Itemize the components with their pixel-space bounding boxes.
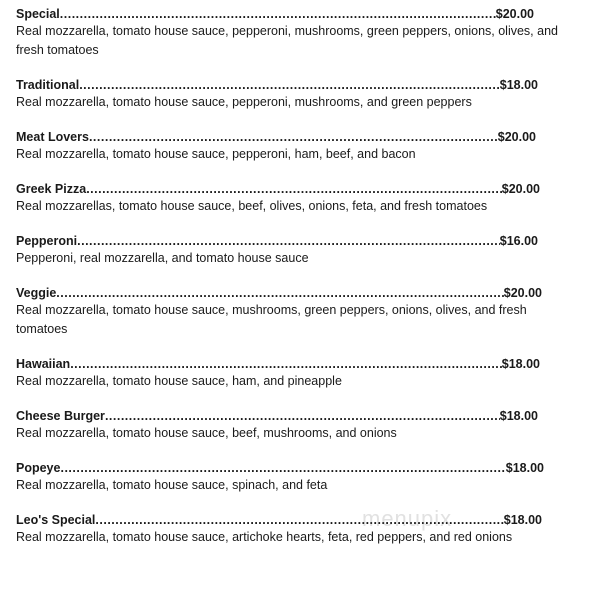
menu-item-name: Cheese Burger [16,409,105,423]
menu-item-description: Real mozzarella, tomato house sauce, pepperoni, ham, beef, and bacon [16,147,416,161]
menu-item-cheese-burger [16,408,576,443]
menu-item-title-line [16,77,538,93]
dot-leader [86,181,502,197]
menu-item-name: Traditional [16,78,80,92]
menu-item-meat-lovers [16,129,576,164]
menu-item-name: Special [16,7,60,21]
menu-item-description: Real mozzarella, tomato house sauce, artichoke hearts, feta, red peppers, and red onions [16,530,513,544]
menu-item-description: Real mozzarella, tomato house sauce, beef, mushrooms, and onions [16,426,397,440]
menu-item-title-line [16,460,544,476]
menu-item-veggie [16,285,576,339]
menu-item-name: Leo's Special [16,513,96,527]
menu-item-name: Greek Pizza [16,182,87,196]
menu-item-pepperoni [16,233,576,268]
menu-item-description: Real mozzarella, tomato house sauce, spinach, and feta [16,478,328,492]
menu-item-title-line [16,285,542,301]
menu-item-price: $18.00 [505,461,544,475]
dot-leader [56,285,503,301]
menu-item-price: $18.00 [501,357,540,371]
menu-item-name: Veggie [16,286,57,300]
menu-item-description: Real mozzarellas, tomato house sauce, beef, olives, onions, feta, and fresh tomatoes [16,199,488,213]
menu-item-title-line [16,6,534,22]
menu-item-description: Real mozzarella, tomato house sauce, mushrooms, green peppers, onions, olives, and fresh tomatoes [16,303,527,336]
menu-item-description: Real mozzarella, tomato house sauce, pepperoni, mushrooms, and green peppers [16,95,472,109]
pizza-menu-list [16,6,576,564]
menu-item-price: $20.00 [501,182,540,196]
menu-item-leos-special [16,512,576,547]
menu-item-traditional [16,77,576,112]
dot-leader [89,129,498,145]
menu-item-name: Popeye [16,461,61,475]
dot-leader [105,408,500,424]
menu-item-popeye [16,460,576,495]
menu-item-price: $20.00 [503,286,542,300]
dot-leader [60,6,496,22]
menu-item-title-line [16,408,538,424]
menu-item-title-line [16,512,542,528]
dot-leader [70,356,502,372]
menu-item-description: Real mozzarella, tomato house sauce, ham, and pineapple [16,374,342,388]
menu-item-price: $18.00 [499,78,538,92]
menu-item-title-line [16,129,536,145]
menu-item-name: Pepperoni [16,234,78,248]
menupix-watermark: menupix [362,506,453,531]
menu-item-title-line [16,233,538,249]
menu-item-price: $16.00 [499,234,538,248]
dot-leader [60,460,505,476]
dot-leader [79,77,500,93]
menu-item-price: $20.00 [497,130,536,144]
menu-item-hawaiian [16,356,576,391]
menu-item-name: Hawaiian [16,357,71,371]
menu-item-title-line [16,356,540,372]
menu-item-price: $18.00 [499,409,538,423]
menu-item-greek-pizza [16,181,576,216]
menu-item-description: Pepperoni, real mozzarella, and tomato house sauce [16,251,309,265]
menu-item-title-line [16,181,540,197]
menu-item-description: Real mozzarella, tomato house sauce, pepperoni, mushrooms, green peppers, onions, olives, and fresh tomatoes [16,24,558,57]
menu-item-price: $20.00 [495,7,534,21]
dot-leader [77,233,500,249]
menu-item-price: $18.00 [503,513,542,527]
menu-item-special [16,6,576,60]
menu-item-name: Meat Lovers [16,130,89,144]
